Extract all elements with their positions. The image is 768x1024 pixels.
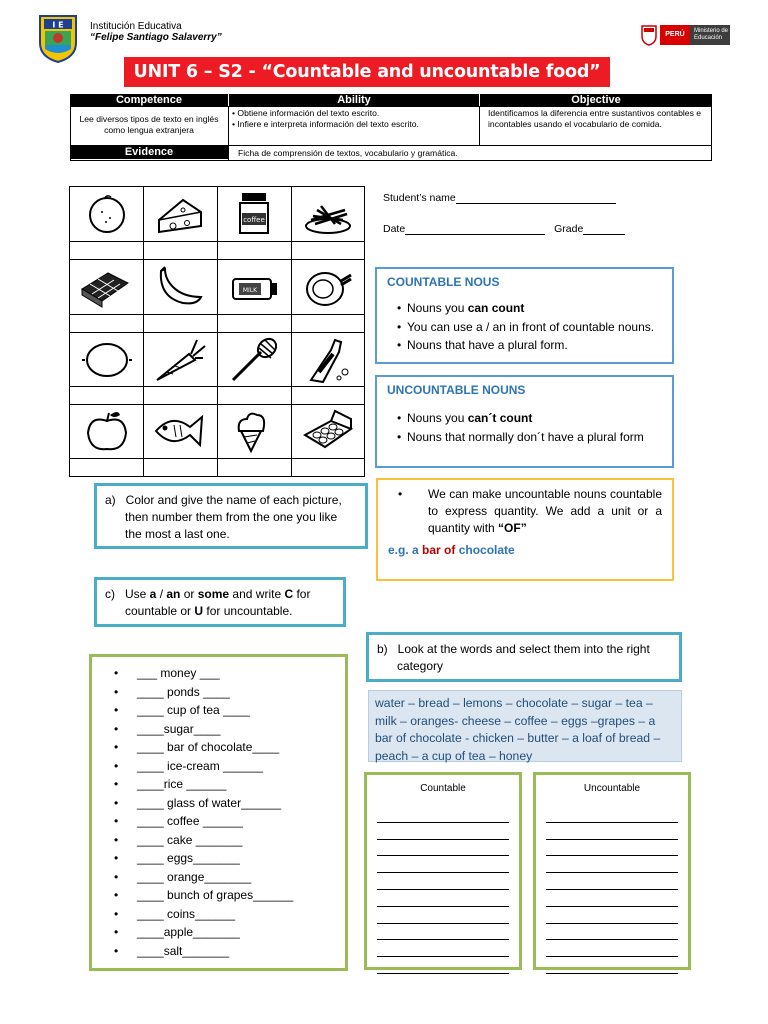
instruction-a-box — [94, 483, 368, 549]
countable-title: COUNTABLE NOUS — [387, 275, 500, 289]
peru-shield-icon — [640, 24, 658, 46]
list-item: • ____ coins______ — [92, 905, 345, 924]
milk-can-icon — [227, 263, 281, 311]
list-item: • ____ bar of chocolate____ — [92, 738, 345, 757]
countable-column-box — [364, 772, 522, 970]
instruction-c-box — [94, 577, 346, 627]
uncountable-column-title: Uncountable — [583, 783, 641, 794]
banana-icon — [153, 263, 207, 311]
word-bank-line: bar of chocolate - chicken – butter – a loaf of bread – — [375, 731, 661, 745]
list-item: • Nouns you can´t count — [387, 409, 672, 428]
ham-icon — [301, 263, 355, 311]
ability-item: • Obtiene información del texto escrito. — [232, 108, 380, 118]
grade-field[interactable] — [583, 224, 625, 235]
student-name-label: Student’s name — [383, 192, 456, 204]
svg-text:coffee: coffee — [243, 216, 265, 224]
list-item: • Nouns that normally don´t have a plural form — [387, 428, 672, 447]
list-item: • ____ coffee ______ — [92, 812, 345, 831]
objective-cell: Identificamos la diferencia entre sustantivos contables e incontables usando el vocabulario de comida. — [488, 108, 702, 129]
grid-line — [70, 386, 364, 387]
evidence-cell: Ficha de comprensión de textos, vocabulario y gramática. — [238, 148, 458, 158]
student-name-line — [383, 192, 616, 204]
uncountable-column-box — [533, 772, 691, 970]
ministry-logo — [640, 24, 730, 46]
honey-dipper-icon — [227, 336, 281, 384]
eggs-carton-icon — [301, 407, 355, 455]
grid-line — [70, 404, 364, 405]
list-item: • ____sugar____ — [92, 720, 345, 739]
word-bank-line: water – bread – lemons – chocolate – sugar – tea – — [375, 696, 653, 710]
orange-icon — [80, 190, 134, 238]
uncountable-answer-lines[interactable] — [536, 806, 688, 974]
grid-line — [70, 241, 364, 242]
list-item: • ____ eggs_______ — [92, 849, 345, 868]
peru-label: PERÚ — [660, 25, 690, 45]
ability-item: • Infiere e interpreta información del texto escrito. — [232, 119, 419, 129]
countable-answer-lines[interactable] — [367, 806, 519, 974]
competence-cell: Lee diversos tipos de texto en inglés como lengua extranjera — [79, 114, 219, 135]
logo-letters: I E — [52, 20, 64, 30]
chocolate-icon — [78, 263, 132, 311]
picture-grid — [69, 186, 365, 477]
soda-bottle-icon — [301, 336, 355, 384]
student-name-field[interactable] — [456, 193, 616, 204]
list-item: • You can use a / an in front of countable nouns. — [387, 318, 672, 337]
school-logo — [36, 13, 80, 63]
school-label: Institución Educativa — [90, 21, 182, 32]
quantity-tip-box — [376, 478, 674, 581]
grid-line — [70, 332, 364, 333]
fries-icon — [301, 190, 355, 238]
list-item: • Nouns you can count — [387, 299, 672, 318]
grid-line — [70, 458, 364, 459]
list-item: • ____ cake _______ — [92, 831, 345, 850]
instruction-b-box — [366, 632, 682, 682]
uncountable-title: UNCOUNTABLE NOUNS — [387, 383, 526, 397]
instruction-a-text: a) Color and give the name of each picture, then number them from the one you like the most a last one. — [105, 493, 342, 541]
table-divider — [479, 106, 480, 146]
tip-text: • We can make uncountable nouns countable to express quantity. We add a unit or a quantity with “OF” — [388, 486, 662, 537]
date-grade-line — [383, 223, 625, 235]
grade-label: Grade — [554, 223, 584, 235]
word-bank-line: peach – a cup of tea – honey — [375, 748, 533, 763]
list-item: • ____ cup of tea ____ — [92, 701, 345, 720]
list-item: • ____salt_______ — [92, 942, 345, 961]
school-name: “Felipe Santiago Salaverry” — [90, 32, 222, 43]
evidence-header: Evidence — [70, 146, 228, 159]
instruction-b-text: b) Look at the words and select them into the right category — [377, 642, 650, 673]
list-item: • ___ money ___ — [92, 664, 345, 683]
page-title: UNIT 6 – S2 - “Countable and uncountable food” — [133, 62, 601, 82]
list-item: • ____rice ______ — [92, 775, 345, 794]
list-item: • ____ ice-cream ______ — [92, 757, 345, 776]
svg-text:MILK: MILK — [242, 287, 258, 294]
table-divider — [228, 106, 229, 161]
list-item: • ____ glass of water______ — [92, 794, 345, 813]
list-item: • ____ orange_______ — [92, 868, 345, 887]
uncountable-nouns-box — [375, 375, 674, 468]
coffee-jar-icon — [227, 189, 281, 237]
list-item: • ____ bunch of grapes______ — [92, 886, 345, 905]
word-bank-line: milk – oranges- cheese – coffee – eggs –grapes – a — [375, 713, 656, 728]
grid-line — [70, 259, 364, 260]
word-bank — [368, 690, 682, 762]
objective-header: Objective — [480, 94, 712, 106]
date-label: Date — [383, 223, 406, 235]
countable-nouns-box — [375, 267, 674, 364]
fish-icon — [152, 407, 206, 455]
date-field[interactable] — [405, 224, 545, 235]
carrot-icon — [153, 336, 207, 384]
unit-title-banner — [124, 57, 610, 87]
ice-cream-icon — [227, 407, 281, 455]
list-item: • ____apple_______ — [92, 923, 345, 942]
list-item: • Nouns that have a plural form. — [387, 336, 672, 355]
lemon-icon — [80, 336, 134, 384]
competence-header: Competence — [70, 94, 228, 106]
list-item: • ____ ponds ____ — [92, 683, 345, 702]
ministry-label: Ministerio de Educación — [690, 25, 730, 45]
instruction-c-text: c) Use a / an or some and write C for countable or U for uncountable. — [105, 587, 311, 618]
tip-example: e.g. a bar of chocolate — [388, 543, 515, 557]
cheese-icon — [153, 190, 207, 238]
ability-cell — [232, 108, 477, 130]
competence-table — [70, 94, 712, 161]
article-exercise-box — [89, 654, 348, 971]
countable-column-title: Countable — [420, 783, 466, 794]
apple-icon — [80, 407, 134, 455]
grid-line — [70, 314, 364, 315]
ability-header: Ability — [229, 94, 479, 106]
